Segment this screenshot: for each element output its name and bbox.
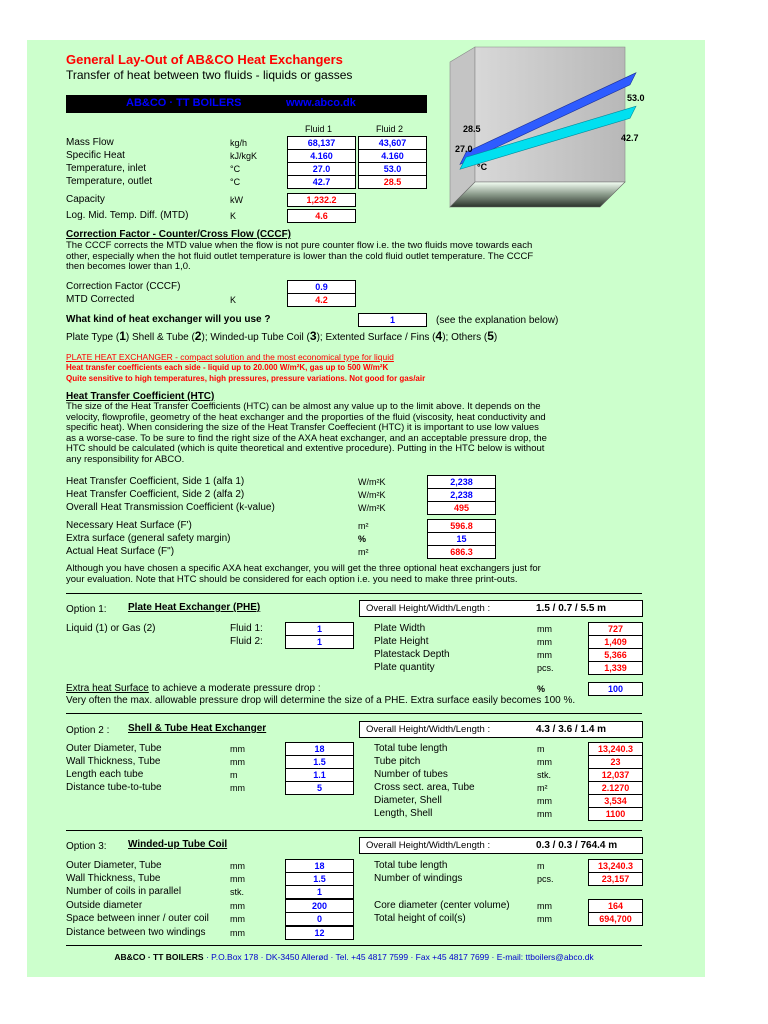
o3-total-height-unit: mm: [537, 914, 552, 924]
o3-total-length-label: Total tube length: [374, 860, 448, 871]
extra-surface-label: Extra surface (general safety margin): [66, 533, 231, 544]
o2-cross-sect-unit: m²: [537, 783, 548, 793]
o2-tube-pitch-unit: mm: [537, 757, 552, 767]
o2-distance-unit: mm: [230, 783, 245, 793]
o3-coils-parallel-unit: stk.: [230, 887, 245, 897]
footer-company: AB&CO · TT BOILERS: [114, 952, 204, 962]
plate-quantity-value: 1,339: [588, 661, 643, 675]
htc-side2-label: Heat Transfer Coefficient, Side 2 (alfa 2): [66, 489, 245, 500]
o2-cross-sect-label: Cross sect. area, Tube: [374, 782, 475, 793]
extra-heat-surface-input[interactable]: 100: [588, 682, 643, 696]
o2-number-tubes-label: Number of tubes: [374, 769, 448, 780]
temp-inlet-unit: °C: [230, 164, 241, 174]
htc-note: Although you have chosen a specific AXA heat exchanger, you will get the three optional heat exchangers just for your evaluation. Note that HTC should be considered for each option i.e. you need to make three print-outs.: [66, 563, 541, 585]
htc-heading: Heat Transfer Coefficient (HTC): [66, 391, 215, 402]
mass-flow-1[interactable]: 68,137: [287, 136, 356, 150]
htc-text: The size of the Heat Transfer Coefficients (HTC) can be almost any value up to the limit above. It depends on the velocity, flowprofile, geometry of the heat exchanger and the proporties of the fluid (viscosity, heat conductivity and specific heat). When considering the size of the Heat Transfer Coeffecient (HTC) it is important to use low values as a worse-case. To be sure to find the right size of the AXA heat exchanger, and an acceptable pressure drop, the HTC should be calculated (which is quite theoretical and extentive procedure). Putting in the HTC below is without any responsibility for ABCO.: [66, 401, 547, 465]
o2-outer-diameter-label: Outer Diameter, Tube: [66, 743, 162, 754]
plate-height-value: 1,409: [588, 635, 643, 649]
option1-name: Plate Heat Exchanger (PHE): [128, 602, 261, 613]
necessary-surface-unit: m²: [358, 521, 369, 531]
o3-outer-diameter-input[interactable]: 18: [285, 859, 354, 873]
kind-question: What kind of heat exchanger will you use ?: [66, 314, 271, 325]
o2-outer-diameter-unit: mm: [230, 744, 245, 754]
o3-total-height-label: Total height of coil(s): [374, 913, 466, 924]
o3-outside-diameter-unit: mm: [230, 901, 245, 911]
mass-flow-2[interactable]: 43,607: [358, 136, 427, 150]
mtd-corrected-unit: K: [230, 295, 237, 305]
fluid2-label: Fluid 2:: [230, 636, 263, 647]
plate-width-unit: mm: [537, 624, 552, 634]
company-bar: [66, 95, 427, 113]
extra-heat-surface-note: Very often the max. allowable pressure drop will determine the size of a PHE. Extra surface easily becomes 100 %.: [66, 695, 576, 706]
o3-outside-diameter-label: Outside diameter: [66, 900, 143, 911]
o2-distance-input[interactable]: 5: [285, 781, 354, 795]
htc-side2-unit: W/m²K: [358, 490, 386, 500]
mtd-corrected-value: 4.2: [287, 293, 356, 307]
temp-outlet-unit: °C: [230, 177, 241, 187]
htc-side2-value[interactable]: 2,238: [427, 488, 496, 502]
o3-total-length-value: 13,240.3: [588, 859, 643, 873]
o3-wall-thickness-unit: mm: [230, 874, 245, 884]
label-unit: °C: [477, 162, 488, 172]
o2-diameter-shell-label: Diameter, Shell: [374, 795, 442, 806]
specific-heat-label: Specific Heat: [66, 150, 125, 161]
o2-length-shell-label: Length, Shell: [374, 808, 433, 819]
temp-inlet-2[interactable]: 53.0: [358, 162, 427, 176]
label-27: 27.0: [455, 144, 473, 154]
o3-distance-windings-unit: mm: [230, 928, 245, 938]
k-value: 495: [427, 501, 496, 515]
option2-name: Shell & Tube Heat Exchanger: [128, 723, 267, 734]
option2-label: Option 2 :: [66, 725, 110, 736]
divider-2: [66, 713, 642, 714]
o3-outside-diameter-input[interactable]: 200: [285, 899, 354, 913]
footer: [66, 952, 642, 962]
option3-overall: Overall Height/Width/Length : 0.3 / 0.3 / 764.4 m: [359, 837, 643, 854]
cccf-text: The CCCF corrects the MTD value when the flow is not pure counter flow i.e. the two fluids move towards each other, especially when the hot fluid outlet temperature is lower than the cold fluid outlet temperature. The CCCF then becomes lower than 1,0.: [66, 240, 534, 272]
o2-length-tube-input[interactable]: 1.1: [285, 768, 354, 782]
label-53: 53.0: [627, 93, 645, 103]
page-title: General Lay-Out of AB&CO Heat Exchangers: [66, 52, 343, 67]
mtd-corrected-label: MTD Corrected: [66, 294, 135, 305]
col-fluid2: Fluid 2: [376, 124, 404, 134]
cccf-factor-value[interactable]: 0.9: [287, 280, 356, 294]
temp-outlet-label: Temperature, outlet: [66, 176, 153, 187]
cccf-heading: Correction Factor - Counter/Cross Flow (CCCF): [66, 229, 292, 240]
actual-surface-label: Actual Heat Surface (F"): [66, 546, 175, 557]
option3-name: Winded-up Tube Coil: [128, 839, 228, 850]
htc-side1-value[interactable]: 2,238: [427, 475, 496, 489]
divider-3: [66, 830, 642, 831]
label-42-7: 42.7: [621, 133, 639, 143]
divider-1: [66, 593, 642, 594]
o2-length-tube-label: Length each tube: [66, 769, 144, 780]
plate-width-label: Plate Width: [374, 623, 426, 634]
o3-total-height-value: 694,700: [588, 912, 643, 926]
fluid1-label: Fluid 1:: [230, 623, 263, 634]
specific-heat-2[interactable]: 4.160: [358, 149, 427, 163]
kind-input[interactable]: 1: [358, 313, 427, 327]
plate-quantity-unit: pcs.: [537, 663, 554, 673]
option1-fluid1-input[interactable]: 1: [285, 622, 354, 636]
label-28-5: 28.5: [463, 124, 481, 134]
plate-height-unit: mm: [537, 637, 552, 647]
platestack-depth-label: Platestack Depth: [374, 649, 450, 660]
kind-options: Plate Type (1) Shell & Tube (2); Winded-up Tube Coil (3); Extented Surface / Fins (4); Others (5): [66, 329, 498, 343]
necessary-surface-label: Necessary Heat Surface (F'): [66, 520, 192, 531]
liquid-gas-label: Liquid (1) or Gas (2): [66, 623, 156, 634]
cccf-factor-label: Correction Factor (CCCF): [66, 281, 181, 292]
extra-surface-value[interactable]: 15: [427, 532, 496, 546]
mtd-value: 4.6: [287, 209, 356, 223]
o2-total-length-value: 13,240.3: [588, 742, 643, 756]
specific-heat-1[interactable]: 4.160: [287, 149, 356, 163]
chart-floor: [450, 182, 625, 207]
o2-cross-sect-value: 2.1270: [588, 781, 643, 795]
o2-number-tubes-value: 12,037: [588, 768, 643, 782]
o2-length-tube-unit: m: [230, 770, 238, 780]
o2-total-length-unit: m: [537, 744, 545, 754]
o3-outer-diameter-label: Outer Diameter, Tube: [66, 860, 162, 871]
o2-outer-diameter-input[interactable]: 18: [285, 742, 354, 756]
platestack-depth-value: 5,366: [588, 648, 643, 662]
option1-fluid2-input[interactable]: 1: [285, 635, 354, 649]
temp-outlet-1[interactable]: 42.7: [287, 175, 356, 189]
option2-overall: Overall Height/Width/Length : 4.3 / 3.6 / 1.4 m: [359, 721, 643, 738]
capacity-label: Capacity: [66, 194, 105, 205]
option1-overall: Overall Height/Width/Length : 1.5 / 0.7 / 5.5 m: [359, 600, 643, 617]
extra-heat-surface-label: Extra heat Surface to achieve a moderate pressure drop :: [66, 683, 321, 694]
extra-surface-unit: %: [358, 534, 367, 544]
o2-wall-thickness-input[interactable]: 1.5: [285, 755, 354, 769]
k-value-label: Overall Heat Transmission Coefficient (k-value): [66, 502, 275, 513]
footer-address: · P.O.Box 178 · DK-3450 Allerød · Tel. +45 4817 7599 · Fax +45 4817 7699 · E-mail: ttboilers@abco.dk: [203, 952, 594, 962]
plate-note-1: PLATE HEAT EXCHANGER - compact solution and the most economical type for liquid: [66, 352, 394, 362]
htc-side1-label: Heat Transfer Coefficient, Side 1 (alfa 1): [66, 476, 245, 487]
actual-surface-value: 686.3: [427, 545, 496, 559]
o2-wall-thickness-unit: mm: [230, 757, 245, 767]
temp-inlet-1[interactable]: 27.0: [287, 162, 356, 176]
mass-flow-unit: kg/h: [230, 138, 248, 148]
o3-core-diameter-value: 164: [588, 899, 643, 913]
plate-note-2: Heat transfer coefficients each side - liquid up to 20.000 W/m²K, gas up to 500 W/m²K: [66, 363, 389, 372]
plate-width-value: 727: [588, 622, 643, 636]
plate-quantity-label: Plate quantity: [374, 662, 435, 673]
option1-label: Option 1:: [66, 604, 107, 615]
o3-coils-parallel-input[interactable]: 1: [285, 885, 354, 899]
o3-core-diameter-label: Core diameter (center volume): [374, 900, 510, 911]
o2-diameter-shell-unit: mm: [537, 796, 552, 806]
mtd-label: Log. Mid. Temp. Diff. (MTD): [66, 210, 189, 221]
o2-number-tubes-unit: stk.: [537, 770, 552, 780]
option3-label: Option 3:: [66, 841, 107, 852]
o3-space-unit: mm: [230, 914, 245, 924]
o3-windings-value: 23,157: [588, 872, 643, 886]
o2-total-length-label: Total tube length: [374, 743, 448, 754]
mass-flow-label: Mass Flow: [66, 137, 114, 148]
k-value-unit: W/m²K: [358, 503, 386, 513]
plate-height-label: Plate Height: [374, 636, 429, 647]
o3-distance-windings-input[interactable]: 12: [285, 926, 354, 940]
capacity-value: 1,232.2: [287, 193, 356, 207]
o3-windings-label: Number of windings: [374, 873, 463, 884]
plate-note-3: Quite sensitive to high temperatures, high pressures, pressure variations. Not good for gas/air: [66, 374, 426, 383]
htc-side1-unit: W/m²K: [358, 477, 386, 487]
temperature-chart: [445, 42, 665, 232]
divider-footer: [66, 945, 642, 946]
page-subtitle: Transfer of heat between two fluids - liquids or gasses: [66, 68, 353, 82]
o2-distance-label: Distance tube-to-tube: [66, 782, 162, 793]
o2-length-shell-unit: mm: [537, 809, 552, 819]
kind-note: (see the explanation below): [436, 315, 559, 326]
o3-windings-unit: pcs.: [537, 874, 554, 884]
o2-wall-thickness-label: Wall Thickness, Tube: [66, 756, 161, 767]
extra-heat-surface-unit: %: [537, 684, 546, 694]
o2-tube-pitch-value: 23: [588, 755, 643, 769]
o3-space-input[interactable]: 0: [285, 912, 354, 926]
o3-wall-thickness-input[interactable]: 1.5: [285, 872, 354, 886]
o3-total-length-unit: m: [537, 861, 545, 871]
o3-outer-diameter-unit: mm: [230, 861, 245, 871]
o3-wall-thickness-label: Wall Thickness, Tube: [66, 873, 161, 884]
capacity-unit: kW: [230, 195, 243, 205]
o2-length-shell-value: 1100: [588, 807, 643, 821]
mtd-unit: K: [230, 211, 237, 221]
o3-distance-windings-label: Distance between two windings: [66, 927, 206, 938]
platestack-depth-unit: mm: [537, 650, 552, 660]
specific-heat-unit: kJ/kgK: [230, 151, 258, 161]
temp-inlet-label: Temperature, inlet: [66, 163, 147, 174]
col-fluid1: Fluid 1: [305, 124, 333, 134]
o3-core-diameter-unit: mm: [537, 901, 552, 911]
bar-url[interactable]: www.abco.dk: [286, 97, 356, 109]
o3-coils-parallel-label: Number of coils in parallel: [66, 886, 182, 897]
o2-tube-pitch-label: Tube pitch: [374, 756, 421, 767]
necessary-surface-value: 596.8: [427, 519, 496, 533]
o2-diameter-shell-value: 3,534: [588, 794, 643, 808]
o3-space-label: Space between inner / outer coil: [66, 913, 209, 924]
actual-surface-unit: m²: [358, 547, 369, 557]
bar-company: AB&CO · TT BOILERS: [126, 97, 242, 109]
temp-outlet-2: 28.5: [358, 175, 427, 189]
